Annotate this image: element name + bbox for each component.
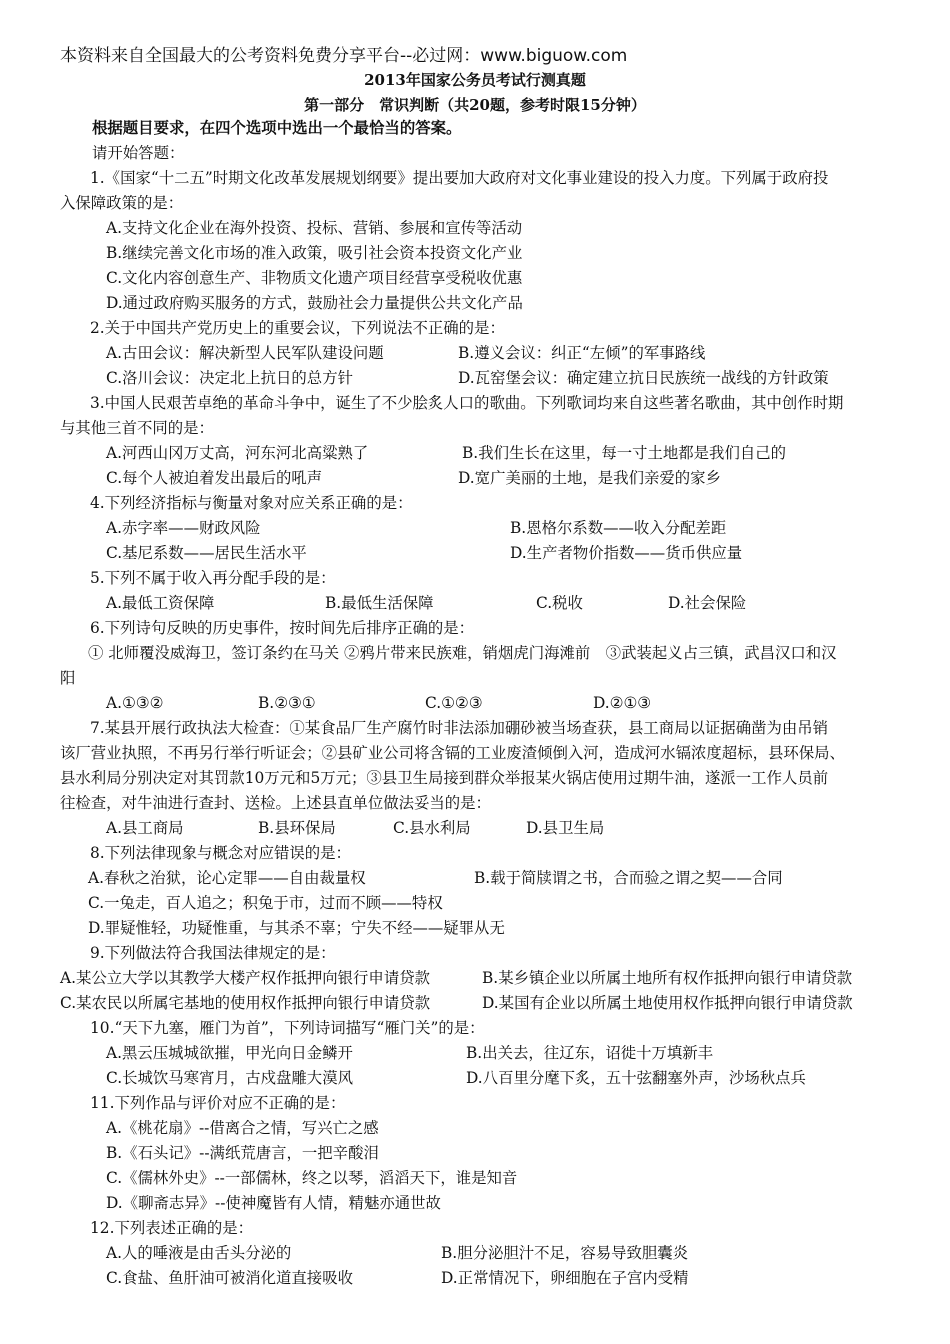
- q8-option-c: C.一兔走，百人追之；积兔于市，过而不顾——特权: [88, 894, 443, 912]
- q4-stem: 4.下列经济指标与衡量对象对应关系正确的是：: [90, 494, 413, 512]
- q7-stem-line2: 该厂营业执照，不再另行举行听证会；②县矿业公司将含镉的工业废渣倾倒入河，造成河水镉浓度超标，县环保局、: [60, 744, 845, 762]
- q12-option-d: D.正常情况下，卵细胞在子宫内受精: [441, 1269, 689, 1287]
- q5-option-d: D.社会保险: [668, 594, 747, 612]
- q6-poems-line1: ① 北师覆没威海卫，签订条约在马关 ②鸦片带来民族难，销烟虎门海滩前 ③武装起义占三镇，武昌汉口和汉: [88, 644, 837, 662]
- q9-option-c: C.某农民以所属宅基地的使用权作抵押向银行申请贷款: [60, 994, 431, 1012]
- q1-stem-line1: 1.《国家“十二五”时期文化改革发展规划纲要》提出要加大政府对文化事业建设的投入力度。下列属于政府投: [90, 169, 829, 187]
- q12-option-a: A.人的唾液是由舌头分泌的: [106, 1244, 292, 1262]
- q4-option-d: D.生产者物价指数——货币供应量: [510, 544, 743, 562]
- q6-option-d: D.②①③: [593, 694, 652, 712]
- q6-poems-line2: 阳: [60, 669, 76, 687]
- source-header: 本资料来自全国最大的公考资料免费分享平台--必过网：www.biguow.com: [60, 46, 628, 66]
- q8-option-b: B.载于简牍谓之书，合而验之谓之契——合同: [474, 869, 783, 887]
- q12-stem: 12.下列表述正确的是：: [90, 1219, 253, 1237]
- q6-option-a: A.①③②: [106, 694, 164, 712]
- q7-stem-line3: 县水利局分别决定对其罚款10万元和5万元；③县卫生局接到群众举报某火锅店使用过期牛油，遂派一工作人员前: [60, 769, 829, 787]
- q6-stem: 6.下列诗句反映的历史事件，按时间先后排序正确的是：: [90, 619, 475, 637]
- q10-option-d: D.八百里分麾下炙，五十弦翻塞外声，沙场秋点兵: [466, 1069, 806, 1087]
- q3-stem-line2: 与其他三首不同的是：: [60, 419, 214, 437]
- q10-option-a: A.黑云压城城欲摧，甲光向日金鳞开: [106, 1044, 353, 1062]
- q7-option-c: C.县水利局: [393, 819, 471, 837]
- q11-option-b: B.《石头记》--满纸荒唐言，一把辛酸泪: [106, 1144, 379, 1162]
- section-title: 第一部分 常识判断（共20题，参考时限15分钟）: [304, 96, 646, 114]
- q1-option-a: A.支持文化企业在海外投资、投标、营销、参展和宣传等活动: [106, 219, 523, 237]
- q3-option-a: A.河西山冈万丈高，河东河北高粱熟了: [106, 444, 369, 462]
- q5-stem: 5.下列不属于收入再分配手段的是：: [90, 569, 336, 587]
- q6-option-b: B.②③①: [258, 694, 316, 712]
- page-title: 2013年国家公务员考试行测真题: [364, 71, 586, 89]
- q3-option-d: D.宽广美丽的土地，是我们亲爱的家乡: [458, 469, 721, 487]
- q7-option-b: B.县环保局: [258, 819, 336, 837]
- q10-stem: 10.“天下九塞，雁门为首”，下列诗词描写“雁门关”的是：: [90, 1019, 485, 1037]
- q8-option-d: D.罪疑惟轻，功疑惟重，与其杀不辜；宁失不经——疑罪从无: [88, 919, 505, 937]
- q3-option-b: B.我们生长在这里，每一寸土地都是我们自己的: [462, 444, 787, 462]
- q5-option-c: C.税收: [536, 594, 583, 612]
- q7-option-a: A.县工商局: [106, 819, 184, 837]
- q1-option-b: B.继续完善文化市场的准入政策，吸引社会资本投资文化产业: [106, 244, 523, 262]
- q5-option-a: A.最低工资保障: [106, 594, 215, 612]
- q9-stem: 9.下列做法符合我国法律规定的是：: [90, 944, 336, 962]
- q9-option-b: B.某乡镇企业以所属土地所有权作抵押向银行申请贷款: [482, 969, 853, 987]
- q10-option-c: C.长城饮马寒宵月，古戍盘雕大漠风: [106, 1069, 353, 1087]
- q3-stem-line1: 3.中国人民艰苦卓绝的革命斗争中，诞生了不少脍炙人口的歌曲。下列歌词均来自这些著名歌曲，其中创作时期: [90, 394, 844, 412]
- q9-option-a: A.某公立大学以其教学大楼产权作抵押向银行申请贷款: [60, 969, 430, 987]
- q2-option-b: B.遵义会议：纠正“左倾”的军事路线: [458, 344, 706, 362]
- q2-option-d: D.瓦窑堡会议：确定建立抗日民族统一战线的方针政策: [458, 369, 829, 387]
- q12-option-b: B.胆分泌胆汁不足，容易导致胆囊炎: [441, 1244, 689, 1262]
- q1-option-d: D.通过政府购买服务的方式，鼓励社会力量提供公共文化产品: [106, 294, 523, 312]
- q10-option-b: B.出关去，往辽东，诏徙十万填新丰: [466, 1044, 714, 1062]
- q7-stem-line1: 7.某县开展行政执法大检查：①某食品厂生产腐竹时非法添加硼砂被当场查获，县工商局以证据确凿为由吊销: [90, 719, 829, 737]
- q8-stem: 8.下列法律现象与概念对应错误的是：: [90, 844, 351, 862]
- q11-stem: 11.下列作品与评价对应不正确的是：: [90, 1094, 346, 1112]
- q7-stem-line4: 往检查，对牛油进行查封、送检。上述县直单位做法妥当的是：: [60, 794, 491, 812]
- q4-option-c: C.基尼系数——居民生活水平: [106, 544, 307, 562]
- q12-option-c: C.食盐、鱼肝油可被消化道直接吸收: [106, 1269, 353, 1287]
- q9-option-d: D.某国有企业以所属土地使用权作抵押向银行申请贷款: [482, 994, 853, 1012]
- q5-option-b: B.最低生活保障: [325, 594, 434, 612]
- q6-option-c: C.①②③: [425, 694, 483, 712]
- q1-stem-line2: 入保障政策的是：: [60, 194, 184, 212]
- q2-option-c: C.洛川会议：决定北上抗日的总方针: [106, 369, 353, 387]
- q2-option-a: A.古田会议：解决新型人民军队建设问题: [106, 344, 384, 362]
- q4-option-b: B.恩格尔系数——收入分配差距: [510, 519, 727, 537]
- q1-option-c: C.文化内容创意生产、非物质文化遗产项目经营享受税收优惠: [106, 269, 523, 287]
- q7-option-d: D.县卫生局: [526, 819, 605, 837]
- q2-stem: 2.关于中国共产党历史上的重要会议，下列说法不正确的是：: [90, 319, 505, 337]
- start-label: 请开始答题：: [92, 144, 185, 162]
- q11-option-d: D.《聊斋志异》--使神魔皆有人情，精魅亦通世故: [106, 1194, 441, 1212]
- q8-option-a: A.春秋之治狱，论心定罪——自由裁量权: [88, 869, 366, 887]
- q11-option-c: C.《儒林外史》--一部儒林，终之以琴，滔滔天下，谁是知音: [106, 1169, 518, 1187]
- q4-option-a: A.赤字率——财政风险: [106, 519, 261, 537]
- q11-option-a: A.《桃花扇》--借离合之情，写兴亡之感: [106, 1119, 379, 1137]
- q3-option-c: C.每个人被迫着发出最后的吼声: [106, 469, 323, 487]
- instruction: 根据题目要求，在四个选项中选出一个最恰当的答案。: [92, 119, 462, 137]
